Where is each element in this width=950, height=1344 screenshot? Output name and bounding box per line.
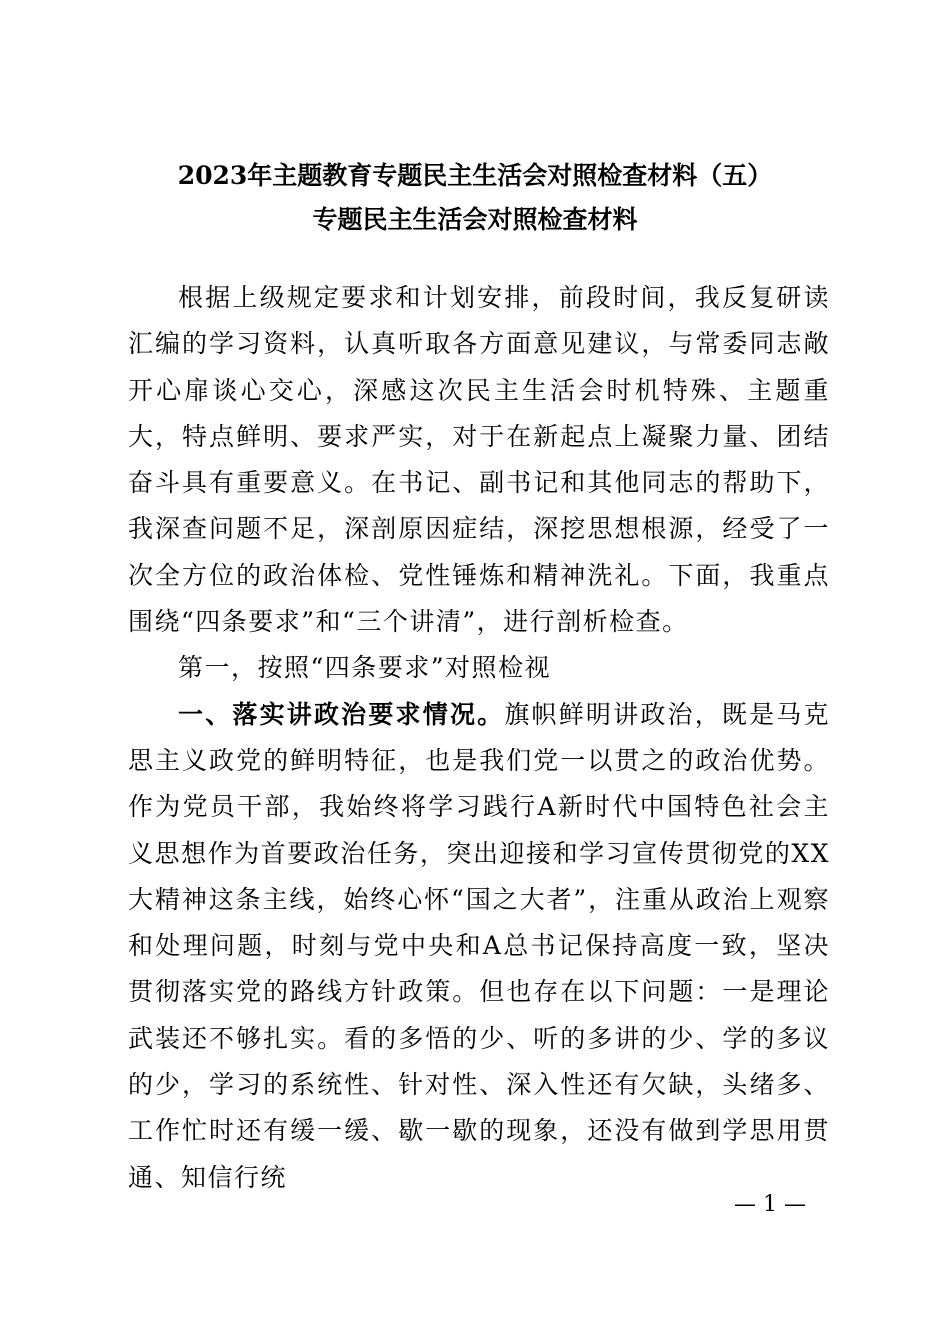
section-body: 旗帜鲜明讲政治，既是马克思主义政党的鲜明特征，也是我们党一以贯之的政治优势。作为党员干部，我始终将学习践行A新时代中国特色社会主义思想作为首要政治任务，突出迎接和学习宣传贯彻党的XX大精神这条主线，始终心怀“国之大者”，注重从政治上观察和处理问题，时刻与党中央和A总书记保持高度一致，坚决贯彻落实党的路线方针政策。但也存在以下问题：一是理论武装还不够扎实。看的多悟的少、听的多讲的少、学的多议的少，学习的系统性、针对性、深入性还有欠缺，头绪多、工作忙时还有缓一缓、歇一歇的现象，还没有做到学思用贯通、知信行统 bbox=[128, 699, 830, 1192]
page-number: — 1 — bbox=[734, 1192, 806, 1217]
intro-paragraph: 根据上级规定要求和计划安排，前段时间，我反复研读汇编的学习资料，认真听取各方面意见建议，与常委同志敞开心扉谈心交心，深感这次民主生活会时机特殊、主题重大，特点鲜明、要求严实，对于在新起点上凝聚力量、团结奋斗具有重要意义。在书记、副书记和其他同志的帮助下，我深查问题不足，深剖原因症结，深挖思想根源，经受了一次全方位的政治体检、党性锤炼和精神洗礼。下面，我重点围绕“四条要求”和“三个讲清”，进行剖析检查。 bbox=[128, 283, 830, 637]
document-title: 2023年主题教育专题民主生活会对照检查材料（五） bbox=[177, 161, 773, 190]
document-body bbox=[128, 275, 830, 1201]
document-subtitle: 专题民主生活会对照检查材料 bbox=[312, 205, 638, 234]
section-heading: 一、落实讲政治要求情况。 bbox=[178, 699, 505, 729]
section-paragraph bbox=[128, 692, 830, 1201]
section-intro-line: 第一，按照“四条要求”对照检视 bbox=[178, 653, 552, 683]
